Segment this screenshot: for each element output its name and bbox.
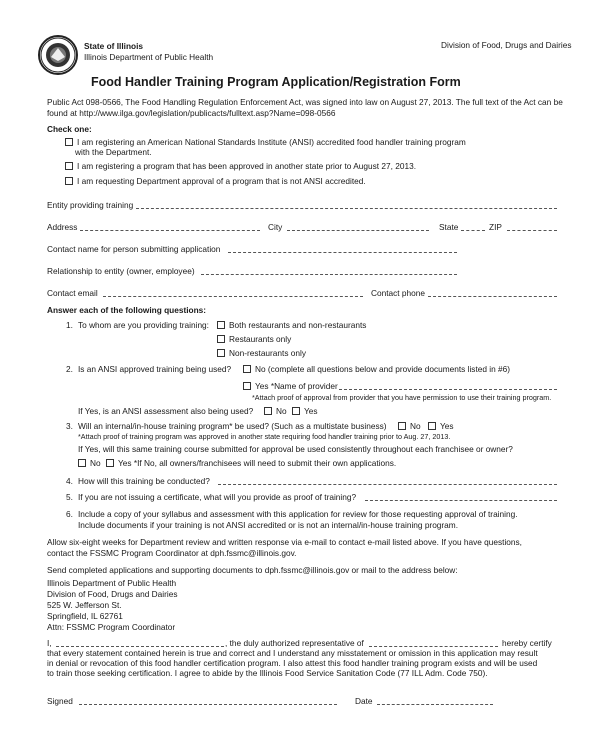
address-line: 525 W. Jefferson St. <box>47 600 122 610</box>
q2-yes: Yes *Name of provider <box>243 381 338 391</box>
q3-followup: If Yes, will this same training course submitted for approval be used consistently throughout each franchisee or owner? <box>78 444 513 454</box>
address-line: Springfield, IL 62761 <box>47 611 123 621</box>
checkbox-q3-followup-no[interactable] <box>78 459 86 467</box>
q3-note: *Attach proof of training program was approved in another state requiring food handler training prior to Aug. 27, 2013. <box>78 432 451 441</box>
certify-end: hereby certify <box>502 638 552 648</box>
label-contact-name: Contact name for person submitting application <box>47 244 221 254</box>
check-opt1-cont: with the Department. <box>75 147 152 157</box>
q2-note: *Attach proof of approval from provider that you have permission to use their training program. <box>252 393 552 402</box>
label-address: Address <box>47 222 78 232</box>
check-one-label: Check one: <box>47 124 92 134</box>
entity-input[interactable] <box>136 208 557 209</box>
certify-name-input[interactable] <box>56 646 224 647</box>
label-entity: Entity providing training <box>47 200 134 210</box>
checkbox-q1-both[interactable] <box>217 321 225 329</box>
q1-opt-non-restaurants: Non-restaurants only <box>217 348 306 358</box>
certify-mid: , the duly authorized representative of <box>225 638 364 648</box>
checkbox-q1-non-restaurants[interactable] <box>217 349 225 357</box>
checkbox-q2-yes[interactable] <box>243 382 251 390</box>
q2-followup-no: No <box>264 406 287 416</box>
q3-text: Will an internal/in-house training program* be used? (Such as a multistate business) <box>78 421 387 431</box>
certify-line4: to train those seeking certification. I agree to abide by the Illinois Food Service Sanitation Code (77 ILL Adm. Code 750). <box>47 668 488 678</box>
questions-heading: Answer each of the following questions: <box>47 305 207 315</box>
q3-yes: Yes <box>428 421 454 431</box>
q2-text: Is an ANSI approved training being used? <box>78 364 232 374</box>
contact-email-input[interactable] <box>103 296 363 297</box>
address-line: Division of Food, Drugs and Dairies <box>47 589 178 599</box>
header-division: Division of Food, Drugs and Dairies <box>441 40 572 50</box>
q3-number: 3. <box>66 421 73 431</box>
check-opt1: I am registering an American National Standards Institute (ANSI) accredited food handler training program <box>65 137 466 147</box>
checkbox-other-state[interactable] <box>65 162 73 170</box>
address-line: Attn: FSSMC Program Coordinator <box>47 622 176 632</box>
label-contact-email: Contact email <box>47 288 98 298</box>
label-relationship: Relationship to entity (owner, employee) <box>47 266 195 276</box>
q6-line2: Include documents if your training is not ANSI accredited or is not an internal/in-house training program. <box>78 520 459 530</box>
q2-no: No (complete all questions below and provide documents listed in #6) <box>243 364 510 374</box>
label-signed: Signed <box>47 696 73 706</box>
checkbox-q3-yes[interactable] <box>428 422 436 430</box>
q6-number: 6. <box>66 509 73 519</box>
address-input[interactable] <box>80 230 260 231</box>
header-department: Illinois Department of Public Health <box>84 52 214 62</box>
state-seal-icon <box>38 35 78 75</box>
q4-text: How will this training be conducted? <box>78 476 210 486</box>
q1-text: To whom are you providing training: <box>78 320 209 330</box>
checkbox-q3-no[interactable] <box>398 422 406 430</box>
address-line: Illinois Department of Public Health <box>47 578 177 588</box>
q1-opt-restaurants: Restaurants only <box>217 334 291 344</box>
checkbox-q2-followup-no[interactable] <box>264 407 272 415</box>
contact-phone-input[interactable] <box>428 296 557 297</box>
label-city: City <box>268 222 283 232</box>
q5-number: 5. <box>66 492 73 502</box>
q2-number: 2. <box>66 364 73 374</box>
contact-name-input[interactable] <box>228 252 457 253</box>
certify-line2: that every statement contained herein is true and correct and I understand any misstatement or omission in this application may result <box>47 648 538 658</box>
zip-input[interactable] <box>507 230 557 231</box>
city-input[interactable] <box>287 230 429 231</box>
send-line: Send completed applications and supporting documents to dph.fssmc@illinois.gov or mail to the address below: <box>47 565 458 575</box>
q2-provider-input[interactable] <box>339 389 557 390</box>
checkbox-q2-followup-yes[interactable] <box>292 407 300 415</box>
label-date: Date <box>355 696 373 706</box>
review-line1: Allow six-eight weeks for Department review and written response via e-mail to contact e-mail listed above. If you have questions, <box>47 537 522 547</box>
q3-followup-no: No <box>78 458 101 468</box>
checkbox-q2-no[interactable] <box>243 365 251 373</box>
checkbox-q1-restaurants[interactable] <box>217 335 225 343</box>
q3-followup-yes: Yes *If No, all owners/franchisees will need to submit their own applications. <box>106 458 396 468</box>
review-line2: contact the FSSMC Program Coordinator at dph.fssmc@illinois.gov. <box>47 548 297 558</box>
label-contact-phone: Contact phone <box>371 288 425 298</box>
relationship-input[interactable] <box>201 274 457 275</box>
intro-line1: Public Act 098-0566, The Food Handling Regulation Enforcement Act, was signed into law on August 27, 2013. The full text of the Act can be <box>47 97 563 107</box>
q5-text: If you are not issuing a certificate, what will you provide as proof of training? <box>78 492 357 502</box>
intro-line2[interactable]: found at http://www.ilga.gov/legislation/publicacts/fulltext.asp?Name=098-0566 <box>47 108 336 118</box>
state-input[interactable] <box>461 230 485 231</box>
check-opt2: I am registering a program that has been approved in another state prior to August 27, 2013. <box>65 161 416 171</box>
q2-followup: If Yes, is an ANSI assessment also being used? <box>78 406 254 416</box>
q1-opt-both: Both restaurants and non-restaurants <box>217 320 366 330</box>
checkbox-ansi-registering[interactable] <box>65 138 73 146</box>
certify-line3: in denial or revocation of this food handler certification program. I also attest this food handler training program exists and will be used <box>47 658 538 668</box>
q6-line1: Include a copy of your syllabus and assessment with this application for review for those requesting approval of training. <box>78 509 518 519</box>
label-zip: ZIP <box>489 222 502 232</box>
label-state: State <box>439 222 459 232</box>
certify-entity-input[interactable] <box>369 646 498 647</box>
certify-i: I, <box>47 638 52 648</box>
checkbox-q3-followup-yes[interactable] <box>106 459 114 467</box>
page-title: Food Handler Training Program Application/Registration Form <box>91 75 461 89</box>
q5-input[interactable] <box>365 500 557 501</box>
date-input[interactable] <box>377 704 493 705</box>
checkbox-not-ansi[interactable] <box>65 177 73 185</box>
q2-followup-yes: Yes <box>292 406 318 416</box>
q3-no: No <box>398 421 421 431</box>
check-opt3: I am requesting Department approval of a program that is not ANSI accredited. <box>65 176 366 186</box>
signature-input[interactable] <box>79 704 337 705</box>
header-state: State of Illinois <box>84 41 144 51</box>
q4-input[interactable] <box>218 484 557 485</box>
q1-number: 1. <box>66 320 73 330</box>
q4-number: 4. <box>66 476 73 486</box>
